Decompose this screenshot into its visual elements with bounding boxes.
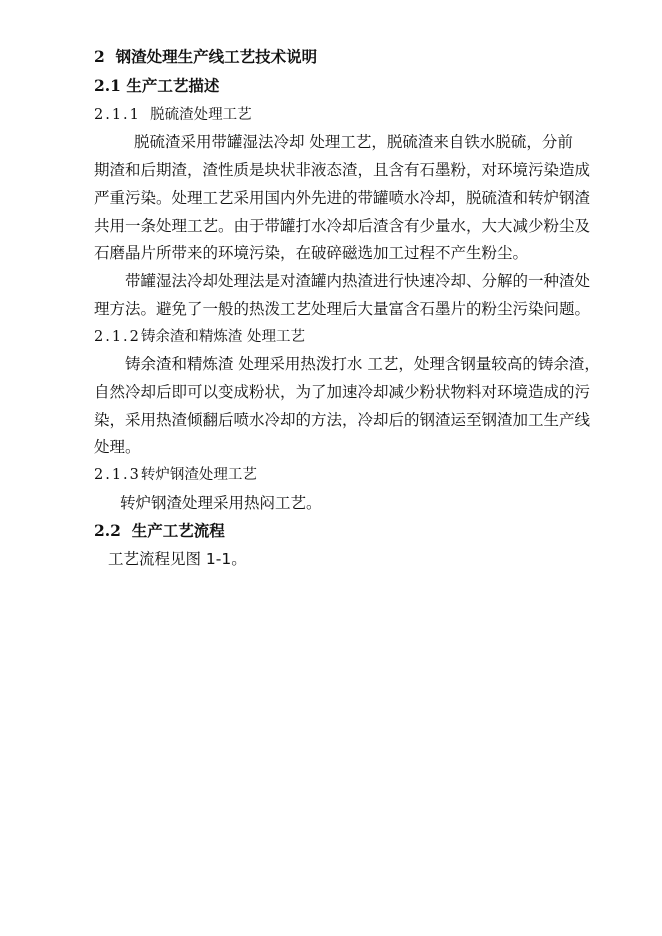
- subsubsection-heading-2-1-1: [94, 105, 252, 125]
- paragraph-line: 处理。: [94, 438, 141, 456]
- paragraph-line: 脱硫渣采用带罐湿法冷却 处理工艺，脱硫渣来自铁水脱硫，分前: [134, 133, 573, 151]
- subsubsection-number: 2.1.3: [94, 467, 141, 483]
- subsection-number: 2.1: [94, 76, 121, 95]
- section-heading: [94, 47, 317, 67]
- section-title: 钢渣处理生产线工艺技术说明: [115, 47, 318, 66]
- paragraph-line: 自然冷却后即可以变成粉状，为了加速冷却减少粉状物料对环境造成的污: [94, 383, 591, 401]
- subsubsection-title: 转炉钢渣处理工艺: [140, 467, 257, 483]
- paragraph-line: 染，采用热渣倾翻后喷水冷却的方法，冷却后的钢渣运至钢渣加工生产线: [94, 411, 591, 429]
- subsubsection-title: 铸余渣和精炼渣 处理工艺: [140, 329, 306, 345]
- paragraph-line: 理方法。避免了一般的热泼工艺处理后大量富含石墨片的粉尘污染问题。: [94, 300, 591, 318]
- subsubsection-heading-2-1-3: [94, 465, 257, 485]
- paragraph-line: 带罐湿法冷却处理法是对渣罐内热渣进行快速冷却、分解的一种渣处: [125, 272, 591, 290]
- subsubsection-heading-2-1-2: [94, 327, 305, 347]
- subsection-heading-2-2: [94, 521, 225, 541]
- section-number: 2: [94, 47, 105, 66]
- paragraph-line: 转炉钢渣处理采用热闷工艺。: [120, 494, 322, 512]
- subsubsection-number: 2.1.1: [94, 107, 141, 123]
- paragraph-line: 铸余渣和精炼渣 处理采用热泼打水 工艺，处理含钢量较高的铸余渣，: [125, 355, 600, 373]
- subsubsection-number: 2.1.2: [94, 329, 141, 345]
- paragraph-line: 期渣和后期渣，渣性质是块状非液态渣，且含有石墨粉，对环境污染造成: [94, 161, 591, 179]
- paragraph-line: 石磨晶片所带来的环境污染，在破碎磁选加工过程不产生粉尘。: [94, 244, 529, 262]
- subsubsection-title: 脱硫渣处理工艺: [150, 107, 252, 123]
- subsection-title: 生产工艺描述: [126, 76, 220, 95]
- paragraph-line: 共用一条处理工艺。由于带罐打水冷却后渣含有少量水，大大减少粉尘及: [94, 217, 591, 235]
- paragraph-line: 工艺流程见图 1-1。: [108, 550, 247, 568]
- subsection-number: 2.2: [94, 521, 121, 540]
- subsection-title: 生产工艺流程: [131, 521, 225, 540]
- subsection-heading-2-1: [94, 76, 219, 96]
- paragraph-line: 严重污染。处理工艺采用国内外先进的带罐喷水冷却，脱硫渣和转炉钢渣: [94, 189, 591, 207]
